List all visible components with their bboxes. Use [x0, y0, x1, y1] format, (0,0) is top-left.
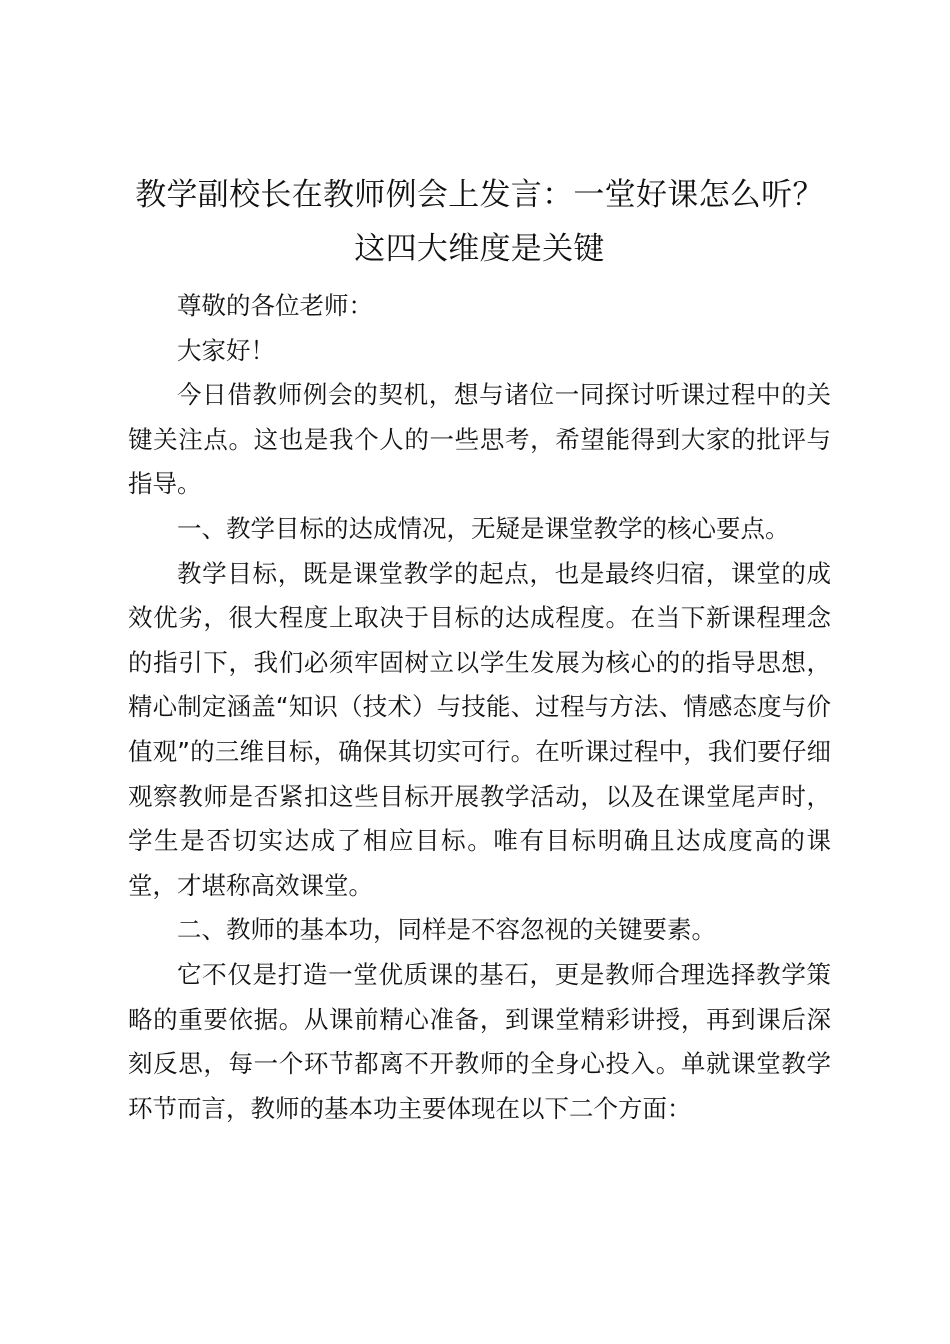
section-heading-1: 一、教学目标的达成情况，无疑是课堂教学的核心要点。	[177, 513, 790, 543]
section-paragraph-1: 教学目标，既是课堂教学的起点，也是最终归宿，课堂的成效优劣，很大程度上取决于目标的达成程度。在当下新课程理念的指引下，我们必须牢固树立以学生发展为核心的的指导思想，精心制定涵盖“知识（技术）与技能、过程与方法、情感态度与价值观”的三维目标，确保其切实可行。在听课过程中，我们要仔细观察教师是否紧扣这些目标开展教学活动，以及在课堂尾声时，学生是否切实达成了相应目标。唯有目标明确且达成度高的课堂，才堪称高效课堂。	[128, 558, 831, 900]
section-heading-2: 二、教师的基本功，同样是不容忽视的关键要素。	[177, 915, 716, 945]
greeting: 大家好！	[177, 335, 275, 365]
salutation: 尊敬的各位老师：	[177, 291, 373, 320]
intro-paragraph: 今日借教师例会的契机，想与诸位一同探讨听课过程中的关键关注点。这也是我个人的一些思考，希望能得到大家的批评与指导。	[128, 380, 831, 499]
document-body	[128, 284, 831, 1131]
section-paragraph-2: 它不仅是打造一堂优质课的基石，更是教师合理选择教学策略的重要依据。从课前精心准备，到课堂精彩讲授，再到课后深刻反思，每一个环节都离不开教师的全身心投入。单就课堂教学环节而言，教师的基本功主要体现在以下二个方面：	[128, 959, 831, 1123]
document-title: 教学副校长在教师例会上发言：一堂好课怎么听？这四大维度是关键	[135, 177, 824, 267]
document-page	[128, 168, 831, 1131]
